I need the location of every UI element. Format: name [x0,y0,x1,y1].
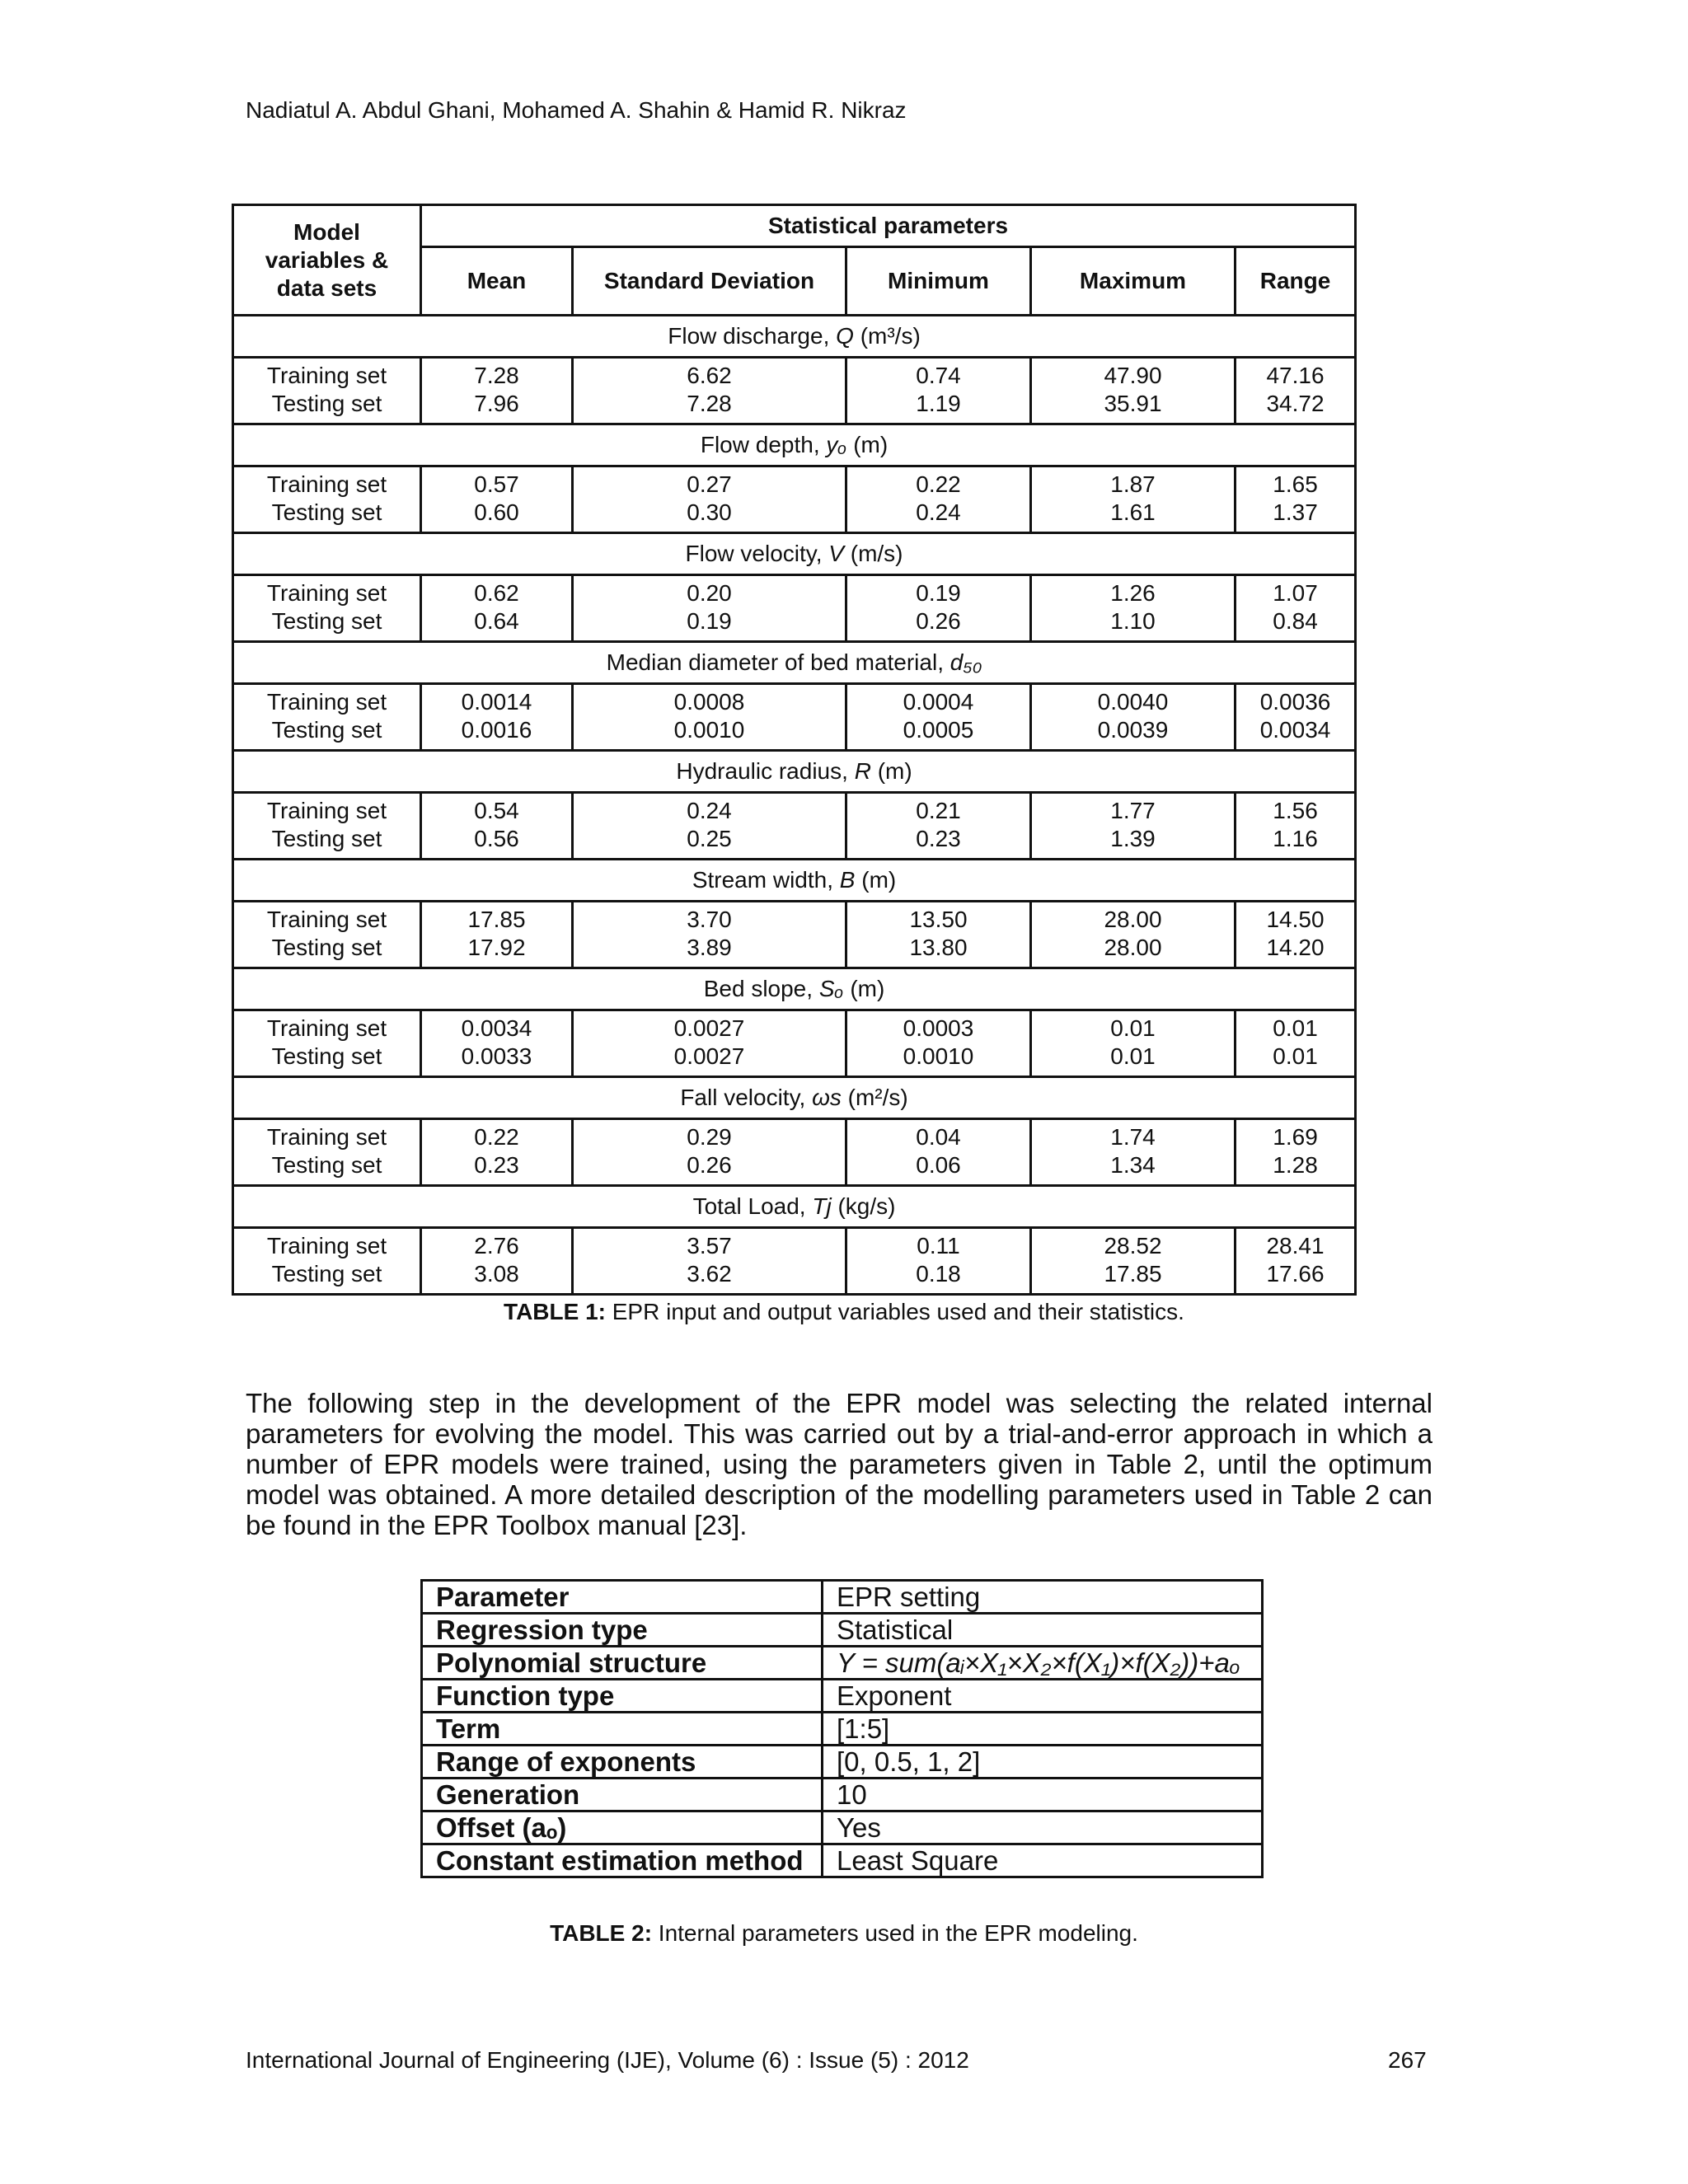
row-label: Testing set [271,1152,382,1178]
value-cell [421,1119,573,1186]
training-value: 0.0004 [903,689,974,715]
value-cell [1031,575,1236,642]
value-cell [1031,358,1236,424]
testing-value: 0.56 [474,826,519,851]
section-row [233,316,1356,358]
caption-label: TABLE 2: [550,1920,653,1946]
testing-value: 0.0010 [903,1043,974,1069]
training-value: 0.62 [474,580,519,606]
parameter-setting: EPR setting [823,1581,1263,1614]
testing-value: 3.89 [687,935,732,960]
testing-value: 13.80 [909,935,968,960]
section-symbol: Q [836,323,854,349]
training-value: 0.24 [687,798,732,823]
testing-value: 14.20 [1266,935,1325,960]
value-cell [1236,1119,1356,1186]
data-row [233,1119,1356,1186]
value-cell [421,466,573,533]
value-cell [846,466,1031,533]
training-value: 0.01 [1110,1015,1156,1041]
testing-value: 1.16 [1273,826,1318,851]
section-row [233,533,1356,575]
parameter-name: Offset (aₒ) [422,1811,823,1844]
value-cell [1236,1228,1356,1295]
section-row [233,642,1356,684]
section-title [233,1186,1356,1228]
settings-row [422,1581,1263,1614]
testing-value: 34.72 [1266,391,1325,416]
testing-value: 17.92 [467,935,526,960]
training-value: 0.54 [474,798,519,823]
training-value: 1.69 [1273,1124,1318,1150]
parameter-setting: Yes [823,1811,1263,1844]
training-value: 13.50 [909,907,968,932]
row-label: Testing set [271,391,382,416]
value-cell [1031,1010,1236,1077]
section-unit: (m³/s) [860,323,921,349]
training-value: 0.21 [916,798,961,823]
value-cell [1236,575,1356,642]
value-cell [846,902,1031,968]
training-value: 0.0036 [1259,689,1331,715]
row-label: Training set [266,363,387,388]
value-cell [1031,466,1236,533]
testing-value: 0.18 [916,1261,961,1286]
column-header: Range [1236,247,1356,316]
value-cell [846,1119,1031,1186]
column-header: Maximum [1031,247,1236,316]
testing-value: 0.23 [916,826,961,851]
settings-row [422,1680,1263,1713]
section-label: Flow velocity, [685,541,823,566]
section-row [233,1077,1356,1119]
training-value: 0.01 [1273,1015,1318,1041]
running-header: Nadiatul A. Abdul Ghani, Mohamed A. Shahin & Hamid R. Nikraz [246,97,907,123]
training-value: 0.0008 [673,689,745,715]
testing-value: 0.84 [1273,608,1318,634]
value-cell [1236,358,1356,424]
row-label-cell [233,1010,421,1077]
caption-text: EPR input and output variables used and their statistics. [605,1299,1184,1324]
value-cell [573,466,846,533]
statistics-table [232,204,1357,1296]
footer-journal: International Journal of Engineering (IJE), Volume (6) : Issue (5) : 2012 [246,2047,969,2073]
testing-value: 7.28 [687,391,732,416]
training-value: 28.00 [1104,907,1162,932]
row-label-cell [233,575,421,642]
value-cell [846,1228,1031,1295]
parameter-setting: Statistical [823,1614,1263,1647]
training-value: 0.19 [916,580,961,606]
row-label-cell [233,466,421,533]
parameter-name: Function type [422,1680,823,1713]
value-cell [421,684,573,751]
testing-value: 0.0039 [1097,717,1169,743]
section-row [233,860,1356,902]
parameter-name: Regression type [422,1614,823,1647]
row-label: Testing set [271,717,382,743]
value-cell [1031,684,1236,751]
value-cell [846,575,1031,642]
value-cell [846,358,1031,424]
section-unit: (m) [850,976,885,1001]
training-value: 0.0034 [461,1015,532,1041]
testing-value: 0.25 [687,826,732,851]
value-cell [573,684,846,751]
training-value: 6.62 [687,363,732,388]
section-title [233,424,1356,466]
testing-value: 0.0010 [673,717,745,743]
column-header: Standard Deviation [573,247,846,316]
section-unit: (m) [861,867,897,893]
group-header: Statistical parameters [421,205,1356,247]
value-cell [421,1228,573,1295]
parameter-setting: Y = sum(aᵢ×X₁×X₂×f(X₁)×f(X₂))+aₒ [823,1647,1263,1680]
row-label-cell [233,1119,421,1186]
testing-value: 0.23 [474,1152,519,1178]
row-label-cell [233,902,421,968]
training-value: 17.85 [467,907,526,932]
body-paragraph: The following step in the development of the EPR model was selecting the related internal parameters for evolving the model. This was carried out by a trial-and-error approach in which a number of EPR models were trained, using the parameters given in Table 2, until the optimum model was obtained. A more detailed description of the modelling parameters used in Table 2 can be found in the EPR Toolbox manual [23]. [246,1388,1432,1540]
training-value: 0.22 [474,1124,519,1150]
testing-value: 1.37 [1273,499,1318,525]
settings-row [422,1746,1263,1779]
parameter-setting: [1:5] [823,1713,1263,1746]
section-label: Flow depth, [700,432,820,457]
value-cell [1236,1010,1356,1077]
section-title [233,860,1356,902]
value-cell [573,358,846,424]
testing-value: 1.28 [1273,1152,1318,1178]
testing-value: 0.30 [687,499,732,525]
training-value: 0.11 [917,1233,960,1258]
training-value: 1.77 [1110,798,1156,823]
testing-value: 0.0016 [461,717,532,743]
parameter-setting: 10 [823,1779,1263,1811]
epr-settings-table [420,1579,1264,1878]
value-cell [421,902,573,968]
training-value: 0.57 [474,471,519,497]
testing-value: 0.26 [687,1152,732,1178]
training-value: 28.52 [1104,1233,1162,1258]
column-header: Mean [421,247,573,316]
testing-value: 0.0005 [903,717,974,743]
testing-value: 7.96 [474,391,519,416]
testing-value: 3.08 [474,1261,519,1286]
training-value: 1.65 [1273,471,1318,497]
value-cell [421,1010,573,1077]
training-value: 0.0040 [1097,689,1169,715]
value-cell [1236,793,1356,860]
section-title [233,316,1356,358]
settings-row [422,1647,1263,1680]
row-label: Testing set [271,499,382,525]
section-symbol: yₒ [826,432,847,457]
section-unit: (m) [877,758,912,784]
value-cell [573,1228,846,1295]
testing-value: 17.66 [1266,1261,1325,1286]
testing-value: 0.01 [1273,1043,1318,1069]
parameter-setting: Least Square [823,1844,1263,1877]
settings-row [422,1614,1263,1647]
testing-value: 1.10 [1110,608,1156,634]
value-cell [1031,902,1236,968]
data-row [233,684,1356,751]
row-label: Training set [266,689,387,715]
section-title [233,968,1356,1010]
training-value: 47.16 [1266,363,1325,388]
training-value: 1.87 [1110,471,1156,497]
row-label: Testing set [271,1261,382,1286]
row-label-cell [233,1228,421,1295]
value-cell [846,1010,1031,1077]
training-value: 0.20 [687,580,732,606]
section-label: Stream width, [692,867,833,893]
section-symbol: R [854,758,871,784]
value-cell [573,902,846,968]
section-row [233,968,1356,1010]
training-value: 1.56 [1273,798,1318,823]
testing-value: 0.0033 [461,1043,532,1069]
section-label: Fall velocity, [680,1085,806,1110]
parameter-setting: Exponent [823,1680,1263,1713]
training-value: 0.04 [916,1124,961,1150]
training-value: 0.29 [687,1124,732,1150]
training-value: 7.28 [474,363,519,388]
value-cell [421,575,573,642]
data-row [233,902,1356,968]
testing-value: 28.00 [1104,935,1162,960]
training-value: 1.74 [1110,1124,1156,1150]
training-value: 47.90 [1104,363,1162,388]
section-title [233,533,1356,575]
column-header: Minimum [846,247,1031,316]
data-row [233,575,1356,642]
settings-row [422,1713,1263,1746]
section-unit: (m/s) [850,541,903,566]
value-cell [421,358,573,424]
testing-value: 0.0034 [1259,717,1331,743]
section-label: Flow discharge, [668,323,830,349]
data-row [233,793,1356,860]
testing-value: 3.62 [687,1261,732,1286]
training-value: 0.74 [916,363,961,388]
testing-value: 0.60 [474,499,519,525]
section-label: Hydraulic radius, [676,758,848,784]
table1-caption [0,1299,1688,1325]
row-label: Testing set [271,935,382,960]
testing-value: 0.19 [687,608,732,634]
testing-value: 1.19 [916,391,961,416]
testing-value: 17.85 [1104,1261,1162,1286]
section-symbol: ωs [812,1085,842,1110]
testing-value: 0.06 [916,1152,961,1178]
row-label: Testing set [271,826,382,851]
section-unit: (m²/s) [847,1085,908,1110]
section-unit: (kg/s) [837,1193,896,1219]
training-value: 2.76 [474,1233,519,1258]
row-label: Training set [266,580,387,606]
corner-header: Model variables & data sets [233,205,421,316]
parameter-name: Constant estimation method [422,1844,823,1877]
training-value: 0.0003 [903,1015,974,1041]
training-value: 3.70 [687,907,732,932]
training-value: 0.22 [916,471,961,497]
value-cell [846,793,1031,860]
section-symbol: d₅₀ [950,649,982,675]
row-label-cell [233,684,421,751]
section-unit: (m) [853,432,889,457]
training-value: 0.0027 [673,1015,745,1041]
settings-row [422,1844,1263,1877]
value-cell [1031,1119,1236,1186]
testing-value: 0.24 [916,499,961,525]
row-label: Training set [266,471,387,497]
training-value: 1.26 [1110,580,1156,606]
row-label: Training set [266,798,387,823]
value-cell [1031,793,1236,860]
value-cell [573,1010,846,1077]
value-cell [1031,1228,1236,1295]
settings-row [422,1779,1263,1811]
section-row [233,751,1356,793]
section-label: Median diameter of bed material, [606,649,944,675]
value-cell [1236,684,1356,751]
row-label: Testing set [271,608,382,634]
data-row [233,1010,1356,1077]
value-cell [573,1119,846,1186]
data-row [233,358,1356,424]
value-cell [1236,466,1356,533]
section-symbol: B [839,867,856,893]
section-row [233,424,1356,466]
row-label-cell [233,358,421,424]
settings-row [422,1811,1263,1844]
section-symbol: Tj [812,1193,832,1219]
section-title [233,642,1356,684]
testing-value: 1.61 [1110,499,1156,525]
page-number: 267 [1388,2047,1427,2073]
value-cell [573,793,846,860]
testing-value: 0.01 [1110,1043,1156,1069]
value-cell [421,793,573,860]
value-cell [1236,902,1356,968]
parameter-setting: [0, 0.5, 1, 2] [823,1746,1263,1779]
row-label-cell [233,793,421,860]
caption-text: Internal parameters used in the EPR modeling. [652,1920,1138,1946]
caption-label: TABLE 1: [504,1299,606,1324]
value-cell [846,684,1031,751]
testing-value: 35.91 [1104,391,1162,416]
parameter-name: Parameter [422,1581,823,1614]
training-value: 0.27 [687,471,732,497]
section-symbol: Sₒ [818,976,844,1001]
section-row [233,1186,1356,1228]
row-label: Training set [266,1124,387,1150]
value-cell [573,575,846,642]
data-row [233,466,1356,533]
parameter-name: Range of exponents [422,1746,823,1779]
parameter-name: Polynomial structure [422,1647,823,1680]
testing-value: 0.64 [474,608,519,634]
training-value: 28.41 [1266,1233,1325,1258]
table2-caption [0,1920,1688,1947]
row-label: Training set [266,907,387,932]
training-value: 1.07 [1273,580,1318,606]
row-label: Training set [266,1233,387,1258]
section-title [233,751,1356,793]
training-value: 3.57 [687,1233,732,1258]
testing-value: 0.0027 [673,1043,745,1069]
training-value: 0.0014 [461,689,532,715]
parameter-name: Term [422,1713,823,1746]
parameter-name: Generation [422,1779,823,1811]
training-value: 14.50 [1266,907,1325,932]
section-label: Total Load, [692,1193,806,1219]
testing-value: 1.39 [1110,826,1156,851]
row-label: Testing set [271,1043,382,1069]
testing-value: 0.26 [916,608,961,634]
data-row [233,1228,1356,1295]
row-label: Training set [266,1015,387,1041]
section-label: Bed slope, [703,976,814,1001]
section-title [233,1077,1356,1119]
testing-value: 1.34 [1110,1152,1156,1178]
section-symbol: V [828,541,844,566]
